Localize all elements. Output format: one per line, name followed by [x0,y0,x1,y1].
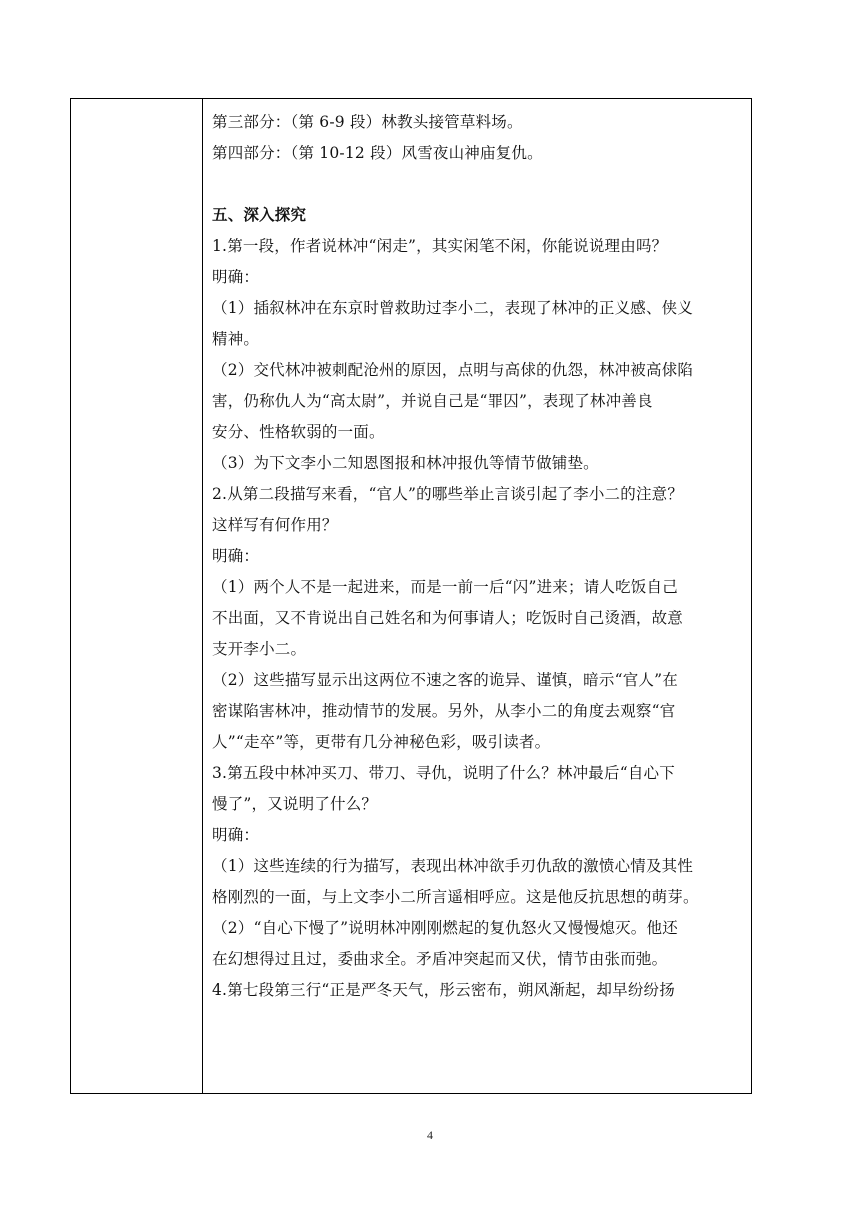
text-line: （2）交代林冲被刺配沧州的原因，点明与高俅的仇怨，林冲被高俅陷 [212,361,694,379]
answer-label: 明确： [212,547,260,565]
text-line: （1）插叙林冲在东京时曾救助过李小二，表现了林冲的正义感、侠义 [212,299,694,317]
text-line: 格刚烈的一面，与上文李小二所言遥相呼应。这是他反抗思想的萌芽。 [212,888,699,906]
text-line: （2）这些描写显示出这两位不速之客的诡异、谨慎，暗示“官人”在 [212,671,678,689]
text-line: 不出面，又不肯说出自己姓名和为何事请人；吃饭时自己烫酒，故意 [212,609,684,627]
text-line: （2）“自心下慢了”说明林冲刚刚燃起的复仇怒火又慢慢熄灭。他还 [212,919,678,937]
text-line: 在幻想得过且过，委曲求全。矛盾冲突起而又伏，情节由张而弛。 [212,950,668,968]
text-line: 安分、性格软弱的一面。 [212,423,385,441]
page-number: 4 [427,1128,433,1142]
question-line: 2.从第二段描写来看，“官人”的哪些举止言谈引起了李小二的注意？ [212,485,684,503]
text-line: 害，仍称仇人为“高太尉”，并说自己是“罪囚”，表现了林冲善良 [212,392,653,410]
content-cell [212,107,742,1006]
text-line: 精神。 [212,330,260,348]
text-line: 第三部分：（第 6-9 段）林教头接管草料场。 [212,113,523,131]
blank-line [212,169,742,200]
text-line: 第四部分：（第 10-12 段）风雪夜山神庙复仇。 [212,144,543,162]
question-line: 3.第五段中林冲买刀、带刀、寻仇，说明了什么？林冲最后“自心下 [212,764,675,782]
answer-label: 明确： [212,826,260,844]
column-divider [202,98,203,1094]
text-line: （1）这些连续的行为描写，表现出林冲欲手刃仇敌的激愤心情及其性 [212,857,694,875]
answer-label: 明确： [212,268,260,286]
section-heading: 五、深入探究 [212,206,307,224]
text-line: （3）为下文李小二知恩图报和林冲报仇等情节做铺垫。 [212,454,599,472]
text-line: 支开李小二。 [212,640,307,658]
question-line: 这样写有何作用？ [212,516,338,534]
question-line: 慢了”，又说明了什么？ [212,795,378,813]
text-line: 密谋陷害林冲，推动情节的发展。另外，从李小二的角度去观察“官 [212,702,676,720]
text-line: （1）两个人不是一起进来，而是一前一后“闪”进来；请人吃饭自己 [212,578,678,596]
question-line: 1.第一段，作者说林冲“闲走”，其实闲笔不闲，你能说说理由吗？ [212,237,668,255]
question-line: 4.第七段第三行“正是严冬天气，彤云密布，朔风渐起，却早纷纷扬 [212,981,675,999]
text-line: 人”“走卒”等，更带有几分神秘色彩，吸引读者。 [212,733,551,751]
